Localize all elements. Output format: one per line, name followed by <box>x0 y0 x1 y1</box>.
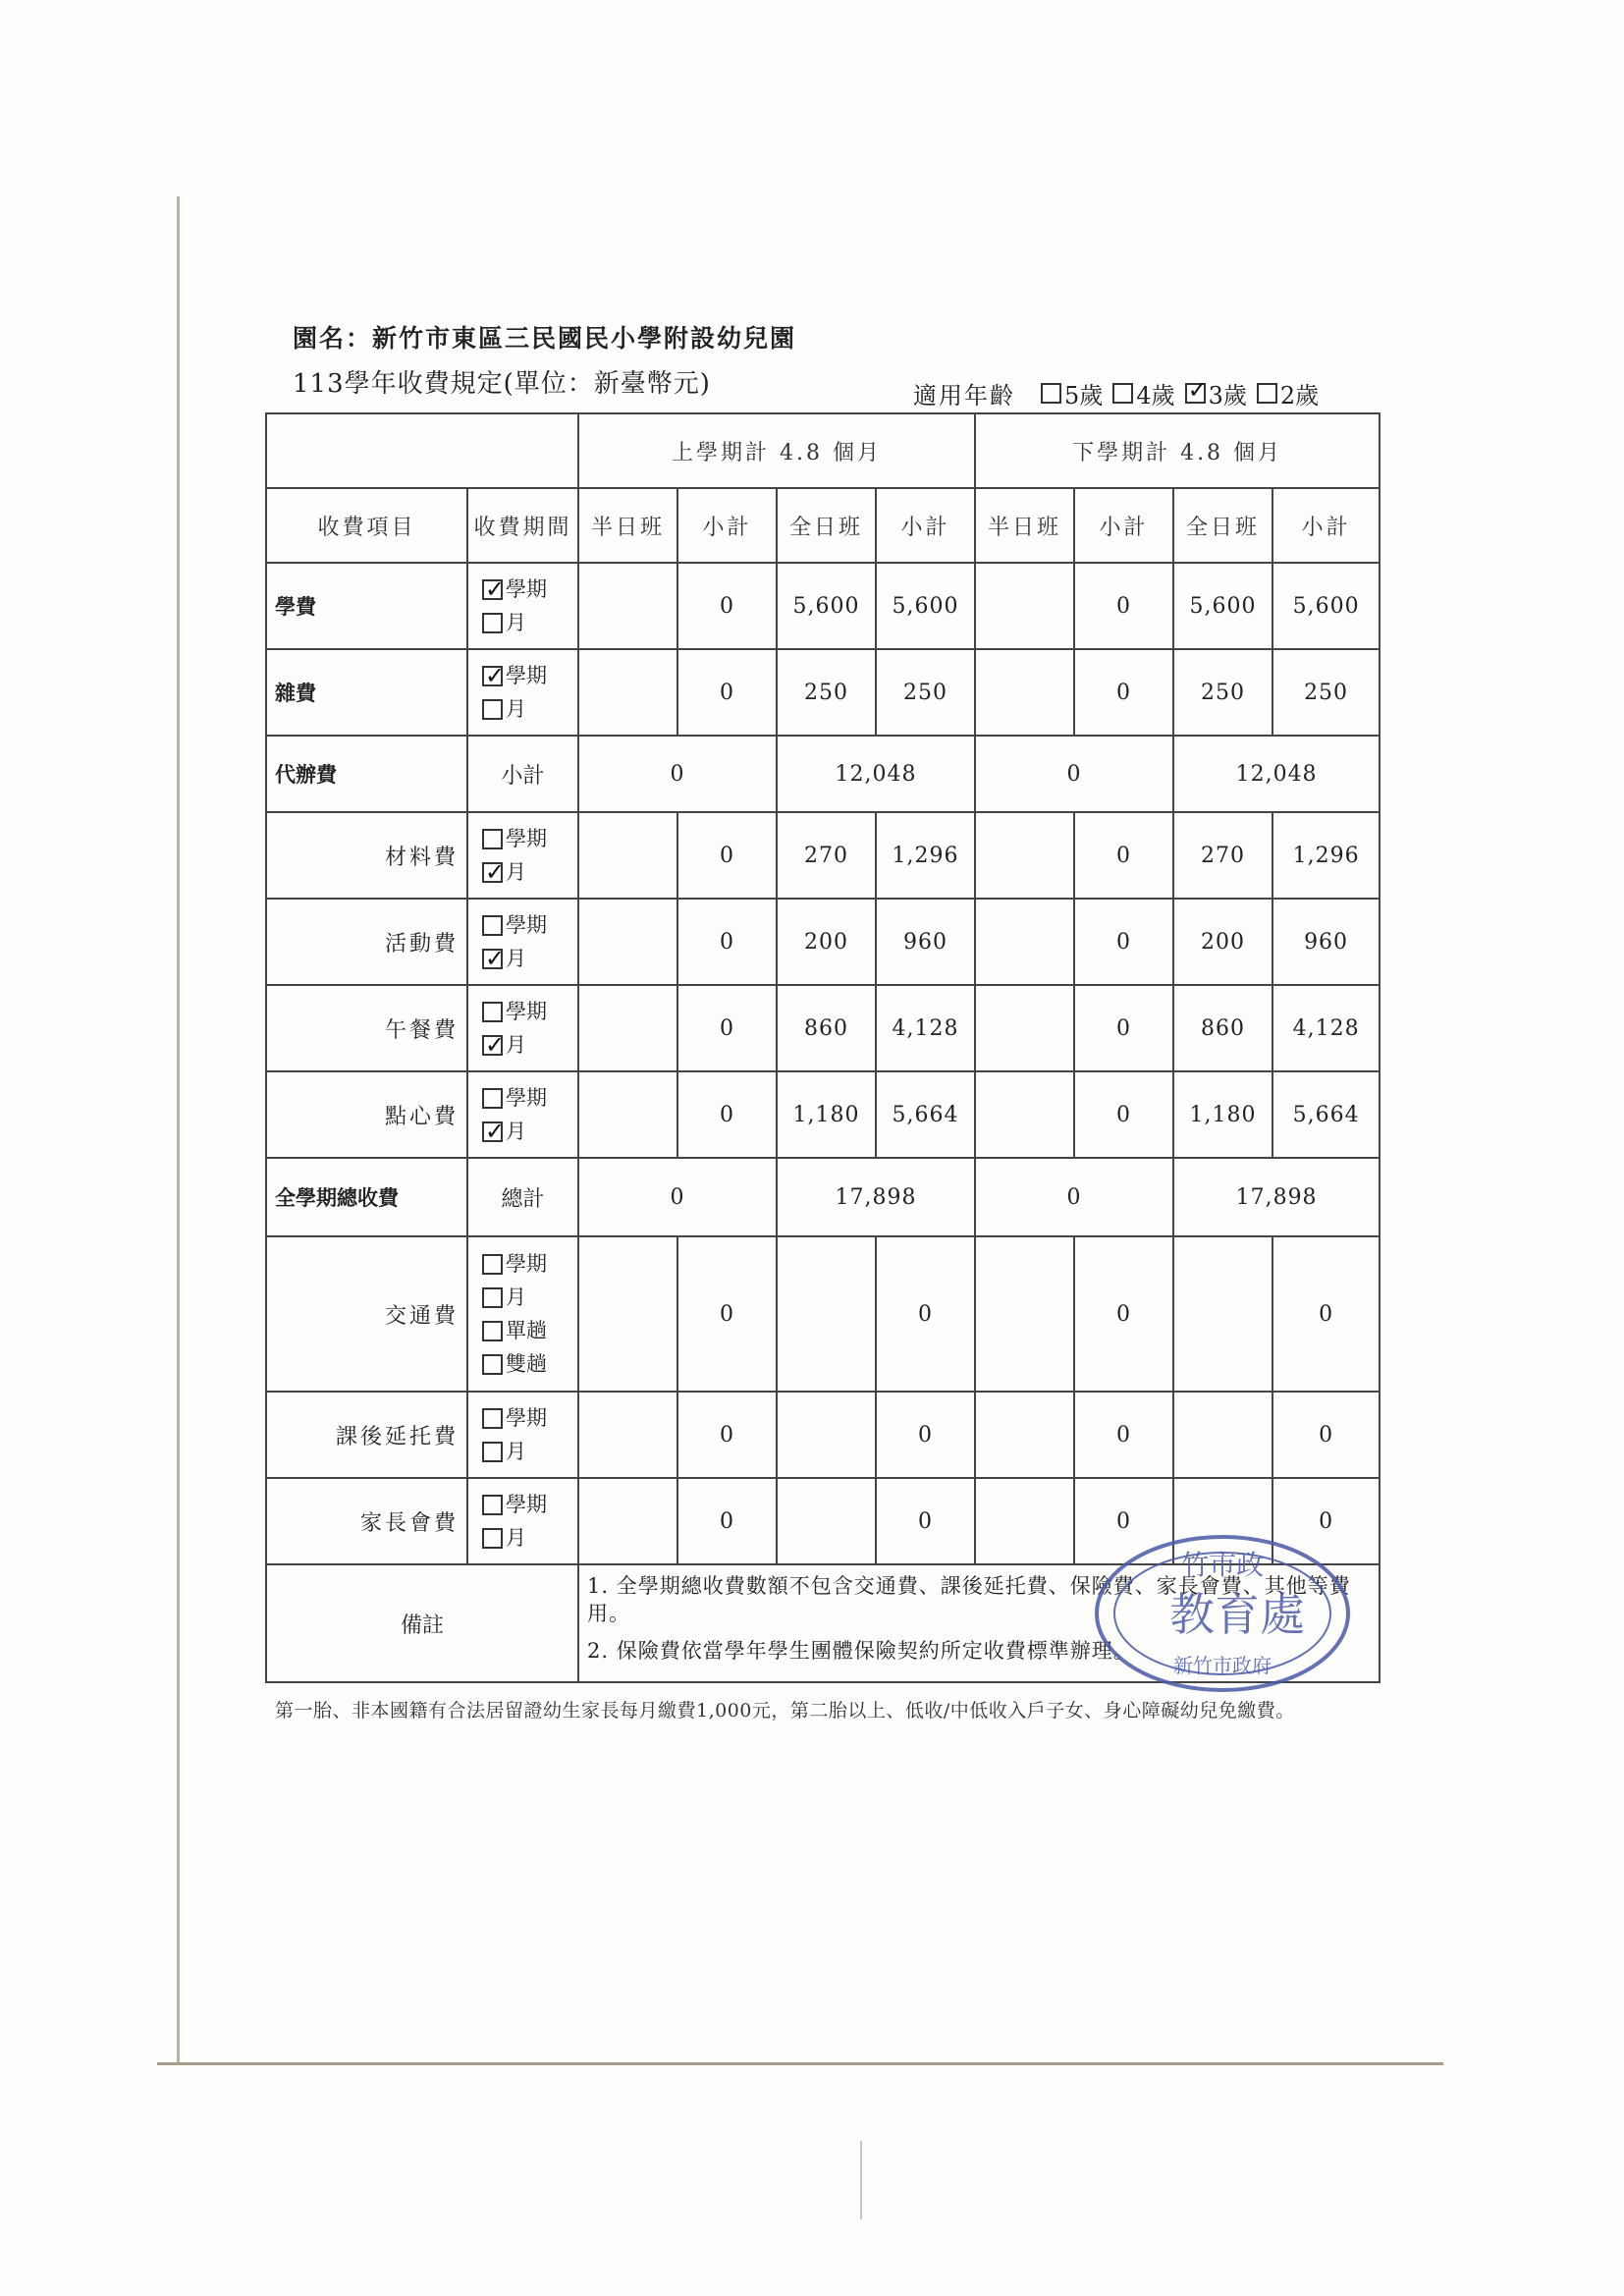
cell-value: 0 <box>1272 1478 1380 1564</box>
checkbox-icon <box>482 1528 503 1549</box>
cell-value: 0 <box>677 899 777 985</box>
period-parent: 學期 月 <box>467 1478 578 1564</box>
col-s2-half: 半日班 <box>975 488 1074 563</box>
cell-value: 17,898 <box>777 1158 975 1236</box>
col-s2-full: 全日班 <box>1173 488 1272 563</box>
table-row-material <box>266 812 1380 899</box>
checkbox-icon <box>482 1321 503 1341</box>
checkbox-icon <box>482 829 503 849</box>
checkbox-checked-icon <box>482 862 503 883</box>
agency-label: 小計 <box>467 736 578 812</box>
cell-value: 270 <box>1173 812 1272 899</box>
period-tuition: ✓ 學期 月 <box>467 563 578 649</box>
cell-value: 0 <box>876 1236 975 1392</box>
cell-value: 0 <box>677 1071 777 1158</box>
cell-value: 860 <box>777 985 876 1071</box>
cell-value: 250 <box>1173 649 1272 736</box>
column-header-row <box>266 488 1380 563</box>
col-s1-half-sub: 小計 <box>677 488 777 563</box>
cell-value: 0 <box>975 736 1173 812</box>
cell-value: 5,664 <box>876 1071 975 1158</box>
official-seal-icon <box>1090 1530 1355 1697</box>
cell-value: 0 <box>1074 1071 1173 1158</box>
seal-center-text: 教育處 <box>1169 1588 1305 1641</box>
col-s2-half-sub: 小計 <box>1074 488 1173 563</box>
cell-value: 250 <box>1272 649 1380 736</box>
table-row-misc <box>266 649 1380 736</box>
checkbox-checked-icon <box>482 579 503 600</box>
cell-value: 4,128 <box>876 985 975 1071</box>
cell-value: 200 <box>777 899 876 985</box>
cell-value: 0 <box>578 736 777 812</box>
cell-value: 17,898 <box>1173 1158 1380 1236</box>
cell-value: 1,296 <box>1272 812 1380 899</box>
age-label: 適用年齡 <box>913 382 1015 410</box>
cell-value: 0 <box>677 563 777 649</box>
item-total: 全學期總收費 <box>266 1158 467 1236</box>
table-row-total <box>266 1158 1380 1236</box>
paper-edge-left <box>177 196 180 2062</box>
cell-empty <box>578 812 677 899</box>
cell-value: 5,600 <box>876 563 975 649</box>
cell-empty <box>975 899 1074 985</box>
item-activity: 活動費 <box>266 899 467 985</box>
paper-edge-bottom <box>157 2062 1443 2065</box>
checkbox-checked-icon <box>482 1035 503 1056</box>
table-row-transport <box>266 1236 1380 1392</box>
cell-value: 250 <box>777 649 876 736</box>
cell-value: 0 <box>1272 1236 1380 1392</box>
cell-value: 0 <box>1074 985 1173 1071</box>
age-selector <box>913 376 1328 410</box>
fee-table <box>265 412 1380 1683</box>
item-material: 材料費 <box>266 812 467 899</box>
table-row-afterschool <box>266 1392 1380 1478</box>
cell-value: 5,600 <box>777 563 876 649</box>
col-s1-full-sub: 小計 <box>876 488 975 563</box>
col-item: 收費項目 <box>266 488 467 563</box>
semester-header-row <box>266 413 1380 488</box>
item-afterschool: 課後延托費 <box>266 1392 467 1478</box>
item-agency: 代辦費 <box>266 736 467 812</box>
cell-value: 0 <box>1074 1236 1173 1392</box>
cell-empty <box>578 1071 677 1158</box>
cell-value: 12,048 <box>777 736 975 812</box>
checkbox-icon <box>482 1442 503 1462</box>
item-lunch: 午餐費 <box>266 985 467 1071</box>
cell-value: 960 <box>876 899 975 985</box>
cell-value: 0 <box>1272 1392 1380 1478</box>
cell-value: 0 <box>975 1158 1173 1236</box>
fee-title: 113學年收費規定(單位：新臺幣元) <box>293 369 711 399</box>
cell-value: 960 <box>1272 899 1380 985</box>
table-row-activity <box>266 899 1380 985</box>
table-row-tuition <box>266 563 1380 649</box>
cell-value: 0 <box>876 1392 975 1478</box>
period-transport: 學期 月 單趟 雙趟 <box>467 1236 578 1392</box>
total-label: 總計 <box>467 1158 578 1236</box>
checkbox-icon <box>482 1002 503 1022</box>
cell-empty <box>975 1478 1074 1564</box>
cell-empty <box>975 649 1074 736</box>
cell-value: 0 <box>1074 812 1173 899</box>
checkbox-icon <box>482 1088 503 1109</box>
cell-value: 0 <box>876 1478 975 1564</box>
cell-value: 0 <box>677 1392 777 1478</box>
checkbox-2-icon <box>1257 383 1277 404</box>
item-misc: 雜費 <box>266 649 467 736</box>
cell-value: 0 <box>1074 899 1173 985</box>
cell-value: 860 <box>1173 985 1272 1071</box>
item-parent: 家長會費 <box>266 1478 467 1564</box>
cell-value: 1,180 <box>777 1071 876 1158</box>
item-transport: 交通費 <box>266 1236 467 1392</box>
col-period: 收費期間 <box>467 488 578 563</box>
age-option-5: 5歲 <box>1041 376 1103 410</box>
cell-value: 0 <box>1074 563 1173 649</box>
checkbox-icon <box>482 1254 503 1275</box>
cell-value: 0 <box>1074 1392 1173 1478</box>
checkbox-4-icon <box>1112 383 1133 404</box>
cell-empty <box>777 1392 876 1478</box>
checkbox-icon <box>482 613 503 633</box>
cell-empty <box>578 985 677 1071</box>
item-tuition: 學費 <box>266 563 467 649</box>
item-snack: 點心費 <box>266 1071 467 1158</box>
cell-value: 0 <box>677 649 777 736</box>
checkbox-5-icon <box>1041 383 1061 404</box>
cell-value: 0 <box>1074 649 1173 736</box>
cell-value: 5,664 <box>1272 1071 1380 1158</box>
cell-empty <box>975 563 1074 649</box>
cell-value: 0 <box>677 812 777 899</box>
cell-empty <box>578 1478 677 1564</box>
period-material: 學期 ✓ 月 <box>467 812 578 899</box>
cell-value: 0 <box>677 1236 777 1392</box>
footnote: 第一胎、非本國籍有合法居留證幼生家長每月繳費1,000元，第二胎以上、低收/中低收入戶子女、身心障礙幼兒免繳費。 <box>275 1700 1295 1722</box>
col-s2-full-sub: 小計 <box>1272 488 1380 563</box>
cell-empty <box>578 1236 677 1392</box>
period-snack: 學期 ✓ 月 <box>467 1071 578 1158</box>
cell-empty <box>1173 1236 1272 1392</box>
age-option-2: 2歲 <box>1257 376 1319 410</box>
cell-empty <box>578 1392 677 1478</box>
cell-value: 0 <box>578 1158 777 1236</box>
cell-empty <box>1173 1392 1272 1478</box>
checkbox-checked-icon <box>482 666 503 686</box>
seal-bottom-text: 新竹市政府 <box>1173 1654 1272 1677</box>
checkbox-icon <box>482 1408 503 1429</box>
school-name: 園名：新竹市東區三民國民小學附設幼兒園 <box>293 324 797 353</box>
cell-empty <box>578 563 677 649</box>
remark-1: 1. 全學期總收費數額不包含交通費、課後延托費、保險費、家長會費、其他等費用。 <box>587 1574 1351 1625</box>
period-afterschool: 學期 月 <box>467 1392 578 1478</box>
cell-value: 5,600 <box>1173 563 1272 649</box>
cell-value: 200 <box>1173 899 1272 985</box>
period-activity: 學期 ✓ 月 <box>467 899 578 985</box>
remark-2: 2. 保險費依當學年學生團體保險契約所定收費標準辦理。 <box>587 1639 1135 1663</box>
cell-empty <box>975 1236 1074 1392</box>
scan-mark <box>860 2141 862 2219</box>
cell-empty <box>975 1392 1074 1478</box>
cell-value: 270 <box>777 812 876 899</box>
cell-empty <box>777 1478 876 1564</box>
checkbox-icon <box>482 1354 503 1375</box>
cell-value: 250 <box>876 649 975 736</box>
cell-value: 0 <box>677 985 777 1071</box>
checkbox-icon <box>482 1495 503 1515</box>
cell-empty <box>975 1071 1074 1158</box>
age-option-4: 4歲 <box>1112 376 1174 410</box>
cell-empty <box>578 899 677 985</box>
semester1-header: 上學期計 4.8 個月 <box>578 413 975 488</box>
checkbox-checked-3-icon <box>1185 383 1206 404</box>
cell-empty <box>578 649 677 736</box>
blank-corner <box>266 413 578 488</box>
checkbox-checked-icon <box>482 949 503 969</box>
cell-value: 12,048 <box>1173 736 1380 812</box>
checkbox-checked-icon <box>482 1121 503 1142</box>
checkbox-icon <box>482 1287 503 1308</box>
cell-empty <box>975 985 1074 1071</box>
cell-value: 1,180 <box>1173 1071 1272 1158</box>
table-row-lunch <box>266 985 1380 1071</box>
remarks-label: 備註 <box>266 1564 578 1682</box>
cell-empty <box>975 812 1074 899</box>
col-s1-half: 半日班 <box>578 488 677 563</box>
cell-value: 1,296 <box>876 812 975 899</box>
seal-top-text: 竹市政 <box>1180 1549 1265 1581</box>
period-lunch: 學期 ✓ 月 <box>467 985 578 1071</box>
cell-value: 0 <box>1074 1478 1173 1564</box>
table-row-snack <box>266 1071 1380 1158</box>
col-s1-full: 全日班 <box>777 488 876 563</box>
checkbox-icon <box>482 915 503 936</box>
cell-value: 0 <box>677 1478 777 1564</box>
table-row-agency <box>266 736 1380 812</box>
semester2-header: 下學期計 4.8 個月 <box>975 413 1380 488</box>
cell-value: 5,600 <box>1272 563 1380 649</box>
cell-value: 4,128 <box>1272 985 1380 1071</box>
age-option-3: ✓ 3歲 <box>1185 376 1247 410</box>
checkbox-icon <box>482 699 503 720</box>
cell-empty <box>777 1236 876 1392</box>
period-misc: ✓ 學期 月 <box>467 649 578 736</box>
